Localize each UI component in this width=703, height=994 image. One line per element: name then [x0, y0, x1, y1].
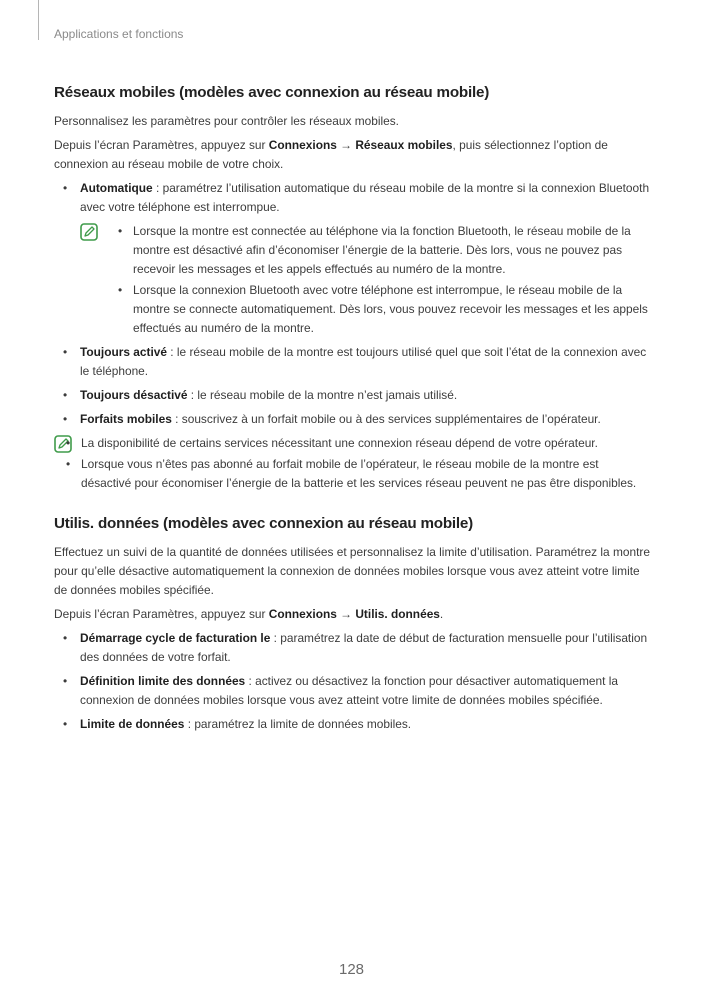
page-number: 128 [338, 961, 365, 978]
note-block [80, 222, 650, 338]
section-header: Applications et fonctions [54, 27, 184, 41]
list-item: • Toujours activé : le réseau mobile de la montre est toujours utilisé quel que soit l’état de la connexion avec le téléphone. [54, 343, 650, 381]
list-item: • Définition limite des données : activez ou désactivez la fonction pour désactiver automatiquement la connexion de données mobiles lorsque vous avez atteint votre limite de données mobiles spécifiée. [54, 672, 650, 710]
options-list [54, 629, 650, 734]
note-item: • Lorsque vous n’êtes pas abonné au forfait mobile de l’opérateur, le réseau mobile de la montre est désactivé pour économiser l’énergie de la batterie et les services réseau peuvent ne pas être disponibles. [28, 455, 650, 493]
note-item: • Lorsque la montre est connectée au téléphone via la fonction Bluetooth, le réseau mobile de la montre est désactivé afin d’économiser l’énergie de la batterie. Dès lors, vous ne pouvez pas recevoir les messages et les appels effectués au numéro de la montre. [80, 222, 650, 279]
paragraph-navigation: Depuis l’écran Paramètres, appuyez sur Connexions → Utilis. données. [54, 607, 444, 621]
paragraph-intro: Personnalisez les paramètres pour contrôler les réseaux mobiles. [54, 114, 399, 128]
options-list [54, 343, 650, 429]
note-item: • Lorsque la connexion Bluetooth avec votre téléphone est interrompue, le réseau mobile de la montre se connecte automatiquement. Dès lors, vous pouvez recevoir les messages et les appels effectués au numéro de la montre. [80, 281, 650, 338]
list-item: • Automatique : paramétrez l’utilisation automatique du réseau mobile de la montre si la connexion Bluetooth avec votre téléphone est interrompue. [54, 179, 650, 217]
note-item: • La disponibilité de certains services nécessitant une connexion réseau dépend de votre opérateur. [28, 434, 650, 453]
page-content [54, 82, 650, 739]
list-item: • Toujours désactivé : le réseau mobile de la montre n’est jamais utilisé. [54, 386, 650, 405]
section-title-mobile-networks: Réseaux mobiles (modèles avec connexion au réseau mobile) [54, 84, 490, 101]
header-divider [38, 0, 39, 40]
note-block [54, 434, 650, 493]
list-item: • Limite de données : paramétrez la limite de données mobiles. [54, 715, 650, 734]
section-title-data-usage: Utilis. données (modèles avec connexion au réseau mobile) [54, 515, 474, 532]
paragraph-navigation: Depuis l’écran Paramètres, appuyez sur Connexions → Réseaux mobiles, puis sélectionnez l’option de connexion au réseau mobile de votre choix. [54, 138, 608, 171]
list-item: • Forfaits mobiles : souscrivez à un forfait mobile ou à des services supplémentaires de l’opérateur. [54, 410, 650, 429]
options-list [54, 179, 650, 217]
list-item: • Démarrage cycle de facturation le : paramétrez la date de début de facturation mensuelle pour l’utilisation des données de votre forfait. [54, 629, 650, 667]
paragraph-intro: Effectuez un suivi de la quantité de données utilisées et personnalisez la limite d’utilisation. Paramétrez la montre pour qu’elle désactive automatiquement la connexion de données mobiles lorsque vous avez atteint votre limite de données mobiles spécifiée. [54, 545, 650, 597]
